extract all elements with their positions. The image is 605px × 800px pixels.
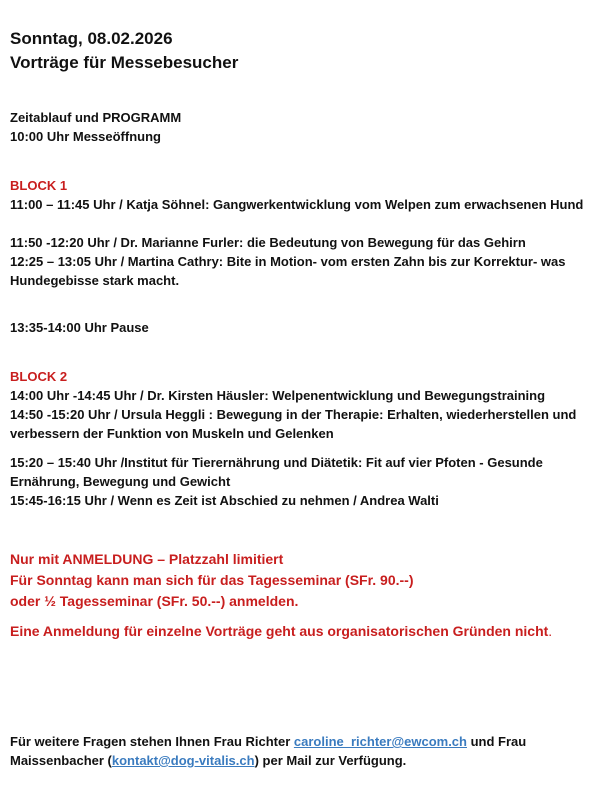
schedule-item: 12:25 – 13:05 Uhr / Martina Cathry: Bite in Motion- vom ersten Zahn bis zur Korrektur- was Hundegebisse stark macht. — [10, 254, 566, 288]
block1-title: BLOCK 1 — [10, 178, 68, 193]
contact-line-1 — [10, 732, 526, 751]
registration-info-line: oder ½ Tagesseminar (SFr. 50.--) anmelden. — [10, 593, 299, 609]
page-title: Vorträge für Messebesucher — [10, 53, 239, 72]
single-talk-notice-period: . — [548, 623, 553, 639]
schedule-item: 15:45-16:15 Uhr / Wenn es Zeit ist Abschied zu nehmen / Andrea Walti — [10, 493, 439, 508]
single-talk-notice-text: Eine Anmeldung für einzelne Vorträge geht aus organisatorischen Gründen nicht — [10, 623, 549, 639]
contact-text: und Frau — [466, 734, 527, 749]
registration-notice: Nur mit ANMELDUNG – Platzzahl limitiert — [10, 551, 284, 567]
block2-title: BLOCK 2 — [10, 369, 68, 384]
schedule-item: 11:00 – 11:45 Uhr / Katja Söhnel: Gangwerkentwicklung vom Welpen zum erwachsenen Hund — [10, 197, 584, 212]
schedule-item: 15:20 – 15:40 Uhr /Institut für Tierernährung und Diätetik: Fit auf vier Pfoten - Gesunde Ernährung, Bewegung und Gewicht — [10, 455, 543, 489]
contact-line-2 — [10, 751, 406, 770]
fair-opening: 10:00 Uhr Messeöffnung — [10, 129, 161, 144]
contact-text: ) per Mail zur Verfügung. — [254, 753, 407, 768]
schedule-item: 14:00 Uhr -14:45 Uhr / Dr. Kirsten Häusler: Welpenentwicklung und Bewegungstraining — [10, 388, 546, 403]
email-link-richter[interactable]: caroline_richter@ewcom.ch — [293, 734, 467, 749]
schedule-heading: Zeitablauf und PROGRAMM — [10, 110, 182, 125]
event-date: Sonntag, 08.02.2026 — [10, 29, 173, 48]
single-talk-notice — [10, 621, 552, 641]
schedule-item: 14:50 -15:20 Uhr / Ursula Heggli : Bewegung in der Therapie: Erhalten, wiederherstellen und verbessern der Funktion von Muskeln und Gelenken — [10, 407, 577, 441]
contact-text: Für weitere Fragen stehen Ihnen Frau Richter — [10, 734, 294, 749]
registration-info-line: Für Sonntag kann man sich für das Tagesseminar (SFr. 90.--) — [10, 572, 414, 588]
contact-text: Maissenbacher ( — [10, 753, 112, 768]
email-link-dog-vitalis[interactable]: kontakt@dog-vitalis.ch — [111, 753, 255, 768]
schedule-item: 11:50 -12:20 Uhr / Dr. Marianne Furler: die Bedeutung von Bewegung für das Gehirn — [10, 235, 526, 250]
pause-line: 13:35-14:00 Uhr Pause — [10, 320, 149, 335]
